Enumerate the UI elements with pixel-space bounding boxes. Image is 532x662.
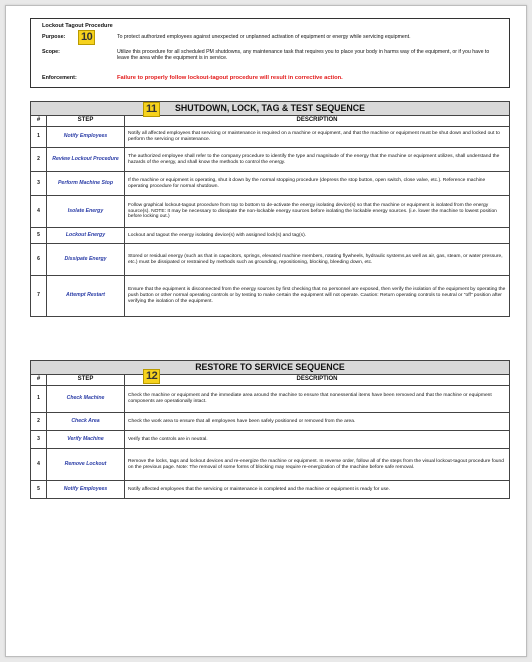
- step-name: Notify Employees: [47, 481, 125, 499]
- step-number: 5: [31, 481, 47, 499]
- col-header-description: DESCRIPTION: [125, 116, 510, 127]
- step-description: Check the machine or equipment and the immediate area around the machine to ensure that nonessential items have been removed and that the machine or equipment components are operationally intact.: [125, 386, 510, 413]
- col-header-description: DESCRIPTION: [125, 375, 510, 386]
- step-description: Follow graphical lockout-tagout procedure from top to bottom to de-activate the energy isolating device(s) so that the machine or equipment is isolated from the energy source(s). NOTE: It may be necessary to dissipate the non-lockable energy sources before isolating the lockable energy sources. (i.e. lower the machine to lowest position before locking out.): [125, 196, 510, 228]
- step-number: 1: [31, 386, 47, 413]
- step-number: 5: [31, 228, 47, 244]
- step-name: Isolate Energy: [47, 196, 125, 228]
- step-number: 2: [31, 413, 47, 431]
- procedure-title: Lockout Tagout Procedure: [42, 23, 113, 29]
- step-description: Lockout and tagout the energy isolating device(s) with assigned lock(s) and tag(s).: [125, 228, 510, 244]
- step-name: Lockout Energy: [47, 228, 125, 244]
- col-header-step: STEP: [47, 375, 125, 386]
- enforcement-text: Failure to properly follow lockout-tagout procedure will result in corrective action.: [117, 75, 343, 81]
- step-description: Notify all affected employees that servicing or maintenance is required on a machine or equipment, and that the machine or equipment must be shut down and locked out to perform the servicing or maintenance.: [125, 127, 510, 148]
- step-number: 3: [31, 431, 47, 449]
- purpose-text: To protect authorized employees against unexpected or unplanned activation of equipment or energy while servicing equipment.: [117, 34, 411, 40]
- restore-sequence-table: [30, 360, 510, 499]
- scope-row: [42, 49, 501, 61]
- table-row: [31, 228, 510, 244]
- table-row: [31, 276, 510, 317]
- document-page: [5, 5, 527, 657]
- step-number: 2: [31, 148, 47, 172]
- purpose-callout-badge: 10: [78, 30, 95, 45]
- step-description: Stored or residual energy (such as that in capacitors, springs, elevated machine members, rotating flywheels, hydraulic systems,as well as air, gas, steam, or water pressure, etc.) must be dissipated or restrained by methods such as grounding, repositioning, blocking, bleeding down, etc.: [125, 244, 510, 276]
- purpose-label: Purpose:: [42, 34, 66, 40]
- table-row: [31, 127, 510, 148]
- shutdown-callout-badge: 11: [143, 102, 160, 117]
- step-name: Dissipate Energy: [47, 244, 125, 276]
- step-number: 6: [31, 244, 47, 276]
- step-description: Ensure that the equipment is disconnected from the energy sources by first checking that no personnel are exposed, then verify the isolation of the equipment by operating the push button or other normal operating controls or by testing to make certain the equipment will not operate. Caution: Return operating controls to neutral or "off" position after verifying the isolation of the equipment.: [125, 276, 510, 317]
- step-number: 4: [31, 449, 47, 481]
- scope-label: Scope:: [42, 49, 60, 55]
- step-number: 7: [31, 276, 47, 317]
- step-description: Check the work area to ensure that all employees have been safely positioned or removed from the area.: [125, 413, 510, 431]
- table-row: [31, 196, 510, 228]
- restore-sequence-title-text: RESTORE TO SERVICE SEQUENCE: [195, 361, 345, 372]
- table-row: [31, 481, 510, 499]
- step-name: Notify Employees: [47, 127, 125, 148]
- step-description: Remove the locks, tags and lockout devices and re-energize the machine or equipment. In reverse order, follow all of the steps from the visual lockout-tagout procedure found on the previous page. Note: The removal of some forms of blocking may require re-energization of the machine before safe removal.: [125, 449, 510, 481]
- procedure-header: [30, 18, 510, 88]
- shutdown-sequence-title: [31, 102, 510, 116]
- table-row: [31, 449, 510, 481]
- step-description: Verify that the controls are in neutral.: [125, 431, 510, 449]
- step-name: Check Area: [47, 413, 125, 431]
- step-number: 3: [31, 172, 47, 196]
- restore-callout-badge: 12: [143, 369, 160, 384]
- shutdown-sequence-table: [30, 101, 510, 317]
- step-name: Attempt Restart: [47, 276, 125, 317]
- table-row: [31, 148, 510, 172]
- table-row: [31, 386, 510, 413]
- col-header-number: #: [31, 116, 47, 127]
- table-row: [31, 413, 510, 431]
- col-header-step: STEP: [47, 116, 125, 127]
- enforcement-label: Enforcement:: [42, 75, 77, 81]
- col-header-number: #: [31, 375, 47, 386]
- step-name: Remove Lockout: [47, 449, 125, 481]
- step-number: 1: [31, 127, 47, 148]
- table-row: [31, 244, 510, 276]
- table-row: [31, 172, 510, 196]
- shutdown-sequence-title-text: SHUTDOWN, LOCK, TAG & TEST SEQUENCE: [175, 102, 365, 113]
- step-description: Notify affected employees that the servicing or maintenance is completed and the machine or equipment is ready for use.: [125, 481, 510, 499]
- step-description: The authorized employee shall refer to the company procedure to identify the type and magnitude of the energy that the machine or equipment utilizes, shall understand the hazards of the energy, and shall know the methods to control the energy.: [125, 148, 510, 172]
- step-description: If the machine or equipment is operating, shut it down by the normal stopping procedure (depress the stop button, open switch, close valve, etc.). Reference machine operating procedure for normal shutdown.: [125, 172, 510, 196]
- enforcement-row: [42, 75, 501, 81]
- step-number: 4: [31, 196, 47, 228]
- step-name: Review Lockout Procedure: [47, 148, 125, 172]
- table-row: [31, 431, 510, 449]
- step-name: Perform Machine Stop: [47, 172, 125, 196]
- step-name: Check Machine: [47, 386, 125, 413]
- step-name: Verify Machine: [47, 431, 125, 449]
- scope-text: Utilize this procedure for all scheduled PM shutdowns, any maintenance task that requires you to place your body in harms way of the equipment, or if you have to leave the area while the equipment is in service.: [117, 49, 490, 62]
- purpose-row: [42, 34, 501, 40]
